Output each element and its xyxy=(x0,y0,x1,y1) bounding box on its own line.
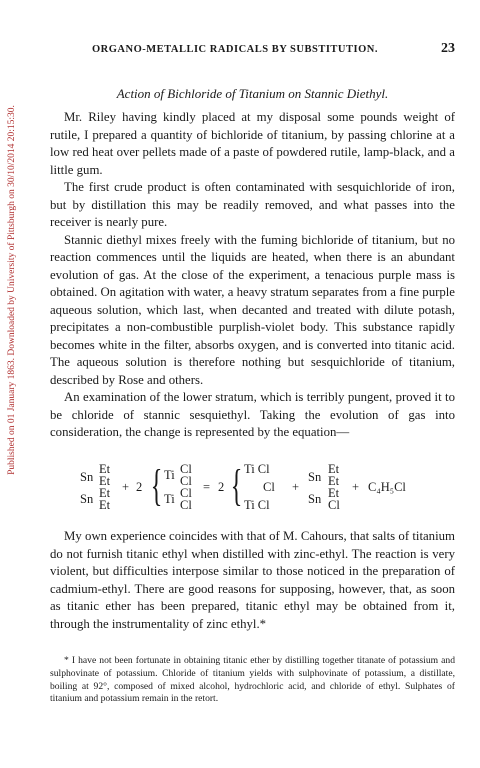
left-brace-icon: { xyxy=(150,461,163,510)
eq-term: Cl xyxy=(180,498,192,512)
eq-term: Et xyxy=(99,498,111,512)
eq-term: Sn xyxy=(308,470,322,484)
eq-plus: + xyxy=(352,480,360,494)
paragraph: Mr. Riley having kindly placed at my disposal some pounds weight of rutile, I prepared a quantity of bichloride of titanium, by passing chlorine at a low red heat over pellets made of a paste of powdered rutile, lamp-black, and a little gum. xyxy=(50,110,455,177)
eq-plus: + xyxy=(292,480,300,494)
eq-term: Sn xyxy=(308,492,322,506)
eq-term: Et xyxy=(328,486,340,500)
eq-coefficient: 2 xyxy=(136,480,143,494)
eq-term: Cl xyxy=(180,486,192,500)
eq-term: Ti Cl xyxy=(244,498,270,512)
section-title: Action of Bichloride of Titanium on Stannic Diethyl. xyxy=(116,86,389,101)
paragraph: Stannic diethyl mixes freely with the fuming bichloride of titanium, but no reaction commences until the liquids are heated, when there is an abundant evolution of gas. At the close of the experiment, a tenacious purple mass is obtained. On agitation with water, a heavy stratum separates from a fine purple aqueous solution, which last, when decanted and treated with dilute potash, precipitates a non-combustible purplish-violet body. This substance rapidly becomes white in the filter, absorbs oxygen, and is converted into titanic acid. The aqueous solution is therefore nothing but sesquichloride of titanium, described by Rose and others. xyxy=(50,232,455,387)
eq-coefficient: 2 xyxy=(218,480,225,494)
eq-term: Ti Cl xyxy=(244,462,270,476)
eq-term: Et xyxy=(99,462,111,476)
eq-term: Cl xyxy=(263,480,275,494)
chemical-equation xyxy=(80,462,440,512)
paragraph: The first crude product is often contaminated with sesquichloride of iron, but by distillation this may be readily removed, and what passes into the receiver is nearly pure. xyxy=(50,180,455,229)
eq-term: Ti xyxy=(164,468,175,482)
footnote xyxy=(50,655,455,706)
eq-product: C₄H₅Cl xyxy=(368,480,406,494)
eq-term: Cl xyxy=(180,462,192,476)
eq-term: Cl xyxy=(180,474,192,488)
eq-term: Et xyxy=(99,486,111,500)
eq-term: Et xyxy=(99,474,111,488)
footnote-text: * I have not been fortunate in obtaining titanic ether by distilling together titanate of potassium and sulphovinate of potassium. Chloride of titanium yields with sulphovinate of potassium, a distillate, boiling at 92°, composed of mixed alcohol, hydrochloric acid, and chloride of ethyl. Sulphates of titanium and potassium remain in the retort. xyxy=(50,655,455,705)
eq-equals: = xyxy=(203,480,211,494)
left-brace-icon: { xyxy=(230,461,243,510)
body-text-lower xyxy=(50,528,455,633)
paragraph: An examination of the lower stratum, which is terribly pungent, proved it to be chloride of stannic sesquiethyl. Taking the evolution of gas into consideration, the change is represented by the equation— xyxy=(50,390,455,439)
page-header xyxy=(50,41,455,58)
body-text-upper xyxy=(50,109,455,442)
eq-term: Ti xyxy=(164,492,175,506)
eq-term: Sn xyxy=(80,492,94,506)
eq-term: Sn xyxy=(80,470,94,484)
paragraph: My own experience coincides with that of M. Cahours, that salts of titanium do not furnish titanic ethyl when distilled with zinc-ethyl. The reaction is very violent, but difficulties interpose similar to those noticed in the preparation of cadmium-ethyl. There are good reasons for supposing, however, that, as soon as titanic ether has been prepared, titanic ethyl may be obtained from it, through the instrumentality of zinc ethyl.* xyxy=(50,529,455,631)
page-number: 23 xyxy=(441,41,455,56)
running-head: ORGANO-METALLIC RADICALS BY SUBSTITUTION. xyxy=(92,44,378,55)
eq-term: Cl xyxy=(328,498,340,512)
eq-term: Et xyxy=(328,474,340,488)
eq-plus: + xyxy=(122,480,130,494)
eq-term: Et xyxy=(328,462,340,476)
download-watermark-sidebar xyxy=(4,60,20,520)
download-watermark-text: Published on 01 January 1863. Downloaded by University of Pittsburgh on 30/10/2014 20:15:30. xyxy=(7,105,17,475)
